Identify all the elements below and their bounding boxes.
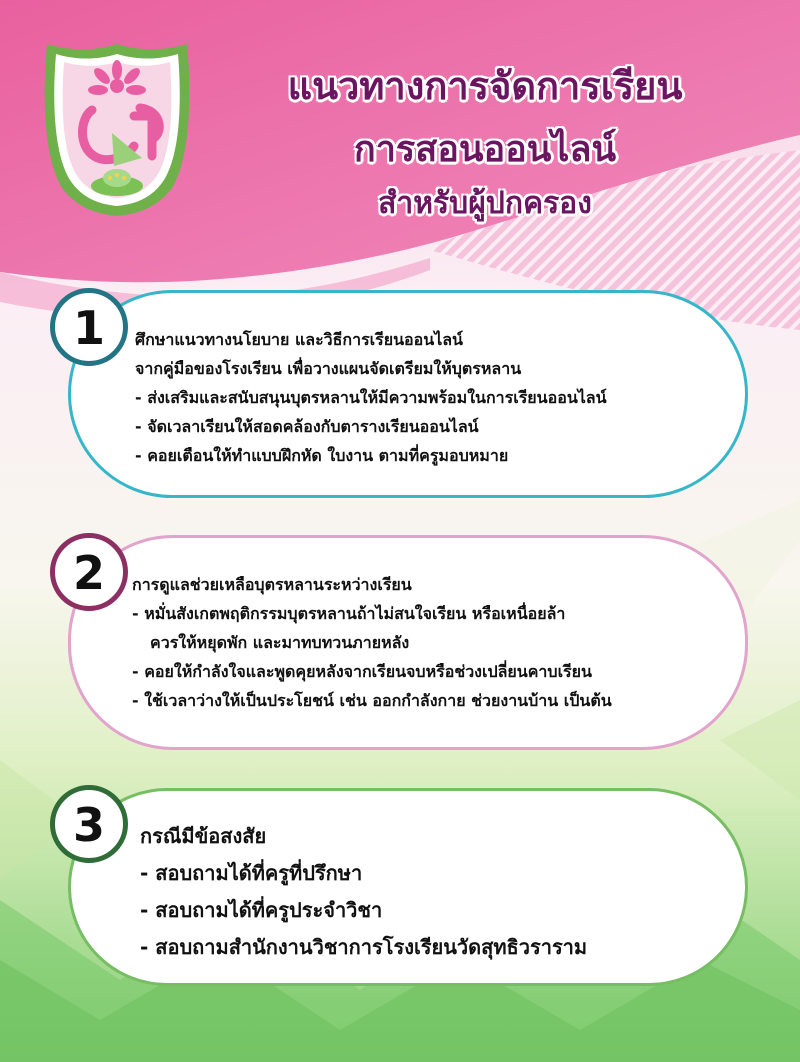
section-2-line: - หมั่นสังเกตพฤติกรรมบุตรหลานถ้าไม่สนใจเรียน หรือเหนื่อยล้า [132,604,566,623]
school-crest-icon [42,38,192,218]
section-number-3-badge: 3 [50,785,128,863]
section-3-line: - สอบถามสำนักงานวิชาการโรงเรียนวัดสุทธิวราราม [140,935,588,959]
section-1-line: - คอยเตือนให้ทำแบบฝึกหัด ใบงาน ตามที่ครูมอบหมาย [135,446,509,465]
section-1-line: - จัดเวลาเรียนให้สอดคล้องกับตารางเรียนออนไลน์ [135,417,479,436]
section-1-text [135,325,607,470]
section-3-line: กรณีมีข้อสงสัย [140,824,267,848]
section-number-1-badge: 1 [50,288,128,366]
section-2-line: การดูแลช่วยเหลือบุตรหลานระหว่างเรียน [132,575,412,594]
title-line-2: การสอนออนไลน์ [353,129,617,170]
title-line-1: แนวทางการจัดการเรียน [287,64,683,108]
title-line-3: สำหรับผู้ปกครอง [378,186,592,221]
section-2-line: - ใช้เวลาว่างให้เป็นประโยชน์ เช่น ออกกำลังกาย ช่วยงานบ้าน เป็นต้น [132,691,612,710]
section-2-text [132,570,612,715]
section-3-text [140,818,587,966]
section-3-line: - สอบถามได้ที่ครูประจำวิชา [140,898,383,922]
section-1-line: จากคู่มือของโรงเรียน เพื่อวางแผนจัดเตรียมให้บุตรหลาน [135,359,522,378]
section-2-line: ควรให้หยุดพัก และมาทบทวนภายหลัง [150,633,410,652]
section-2-line: - คอยให้กำลังใจและพูดคุยหลังจากเรียนจบหรือช่วงเปลี่ยนคาบเรียน [132,662,592,681]
section-3-line: - สอบถามได้ที่ครูที่ปรึกษา [140,861,363,885]
section-1-line: ศึกษาแนวทางนโยบาย และวิธีการเรียนออนไลน์ [135,330,463,349]
section-1-line: - ส่งเสริมและสนับสนุนบุตรหลานให้มีความพร้อมในการเรียนออนไลน์ [135,388,607,407]
section-number-2-badge: 2 [50,533,128,611]
